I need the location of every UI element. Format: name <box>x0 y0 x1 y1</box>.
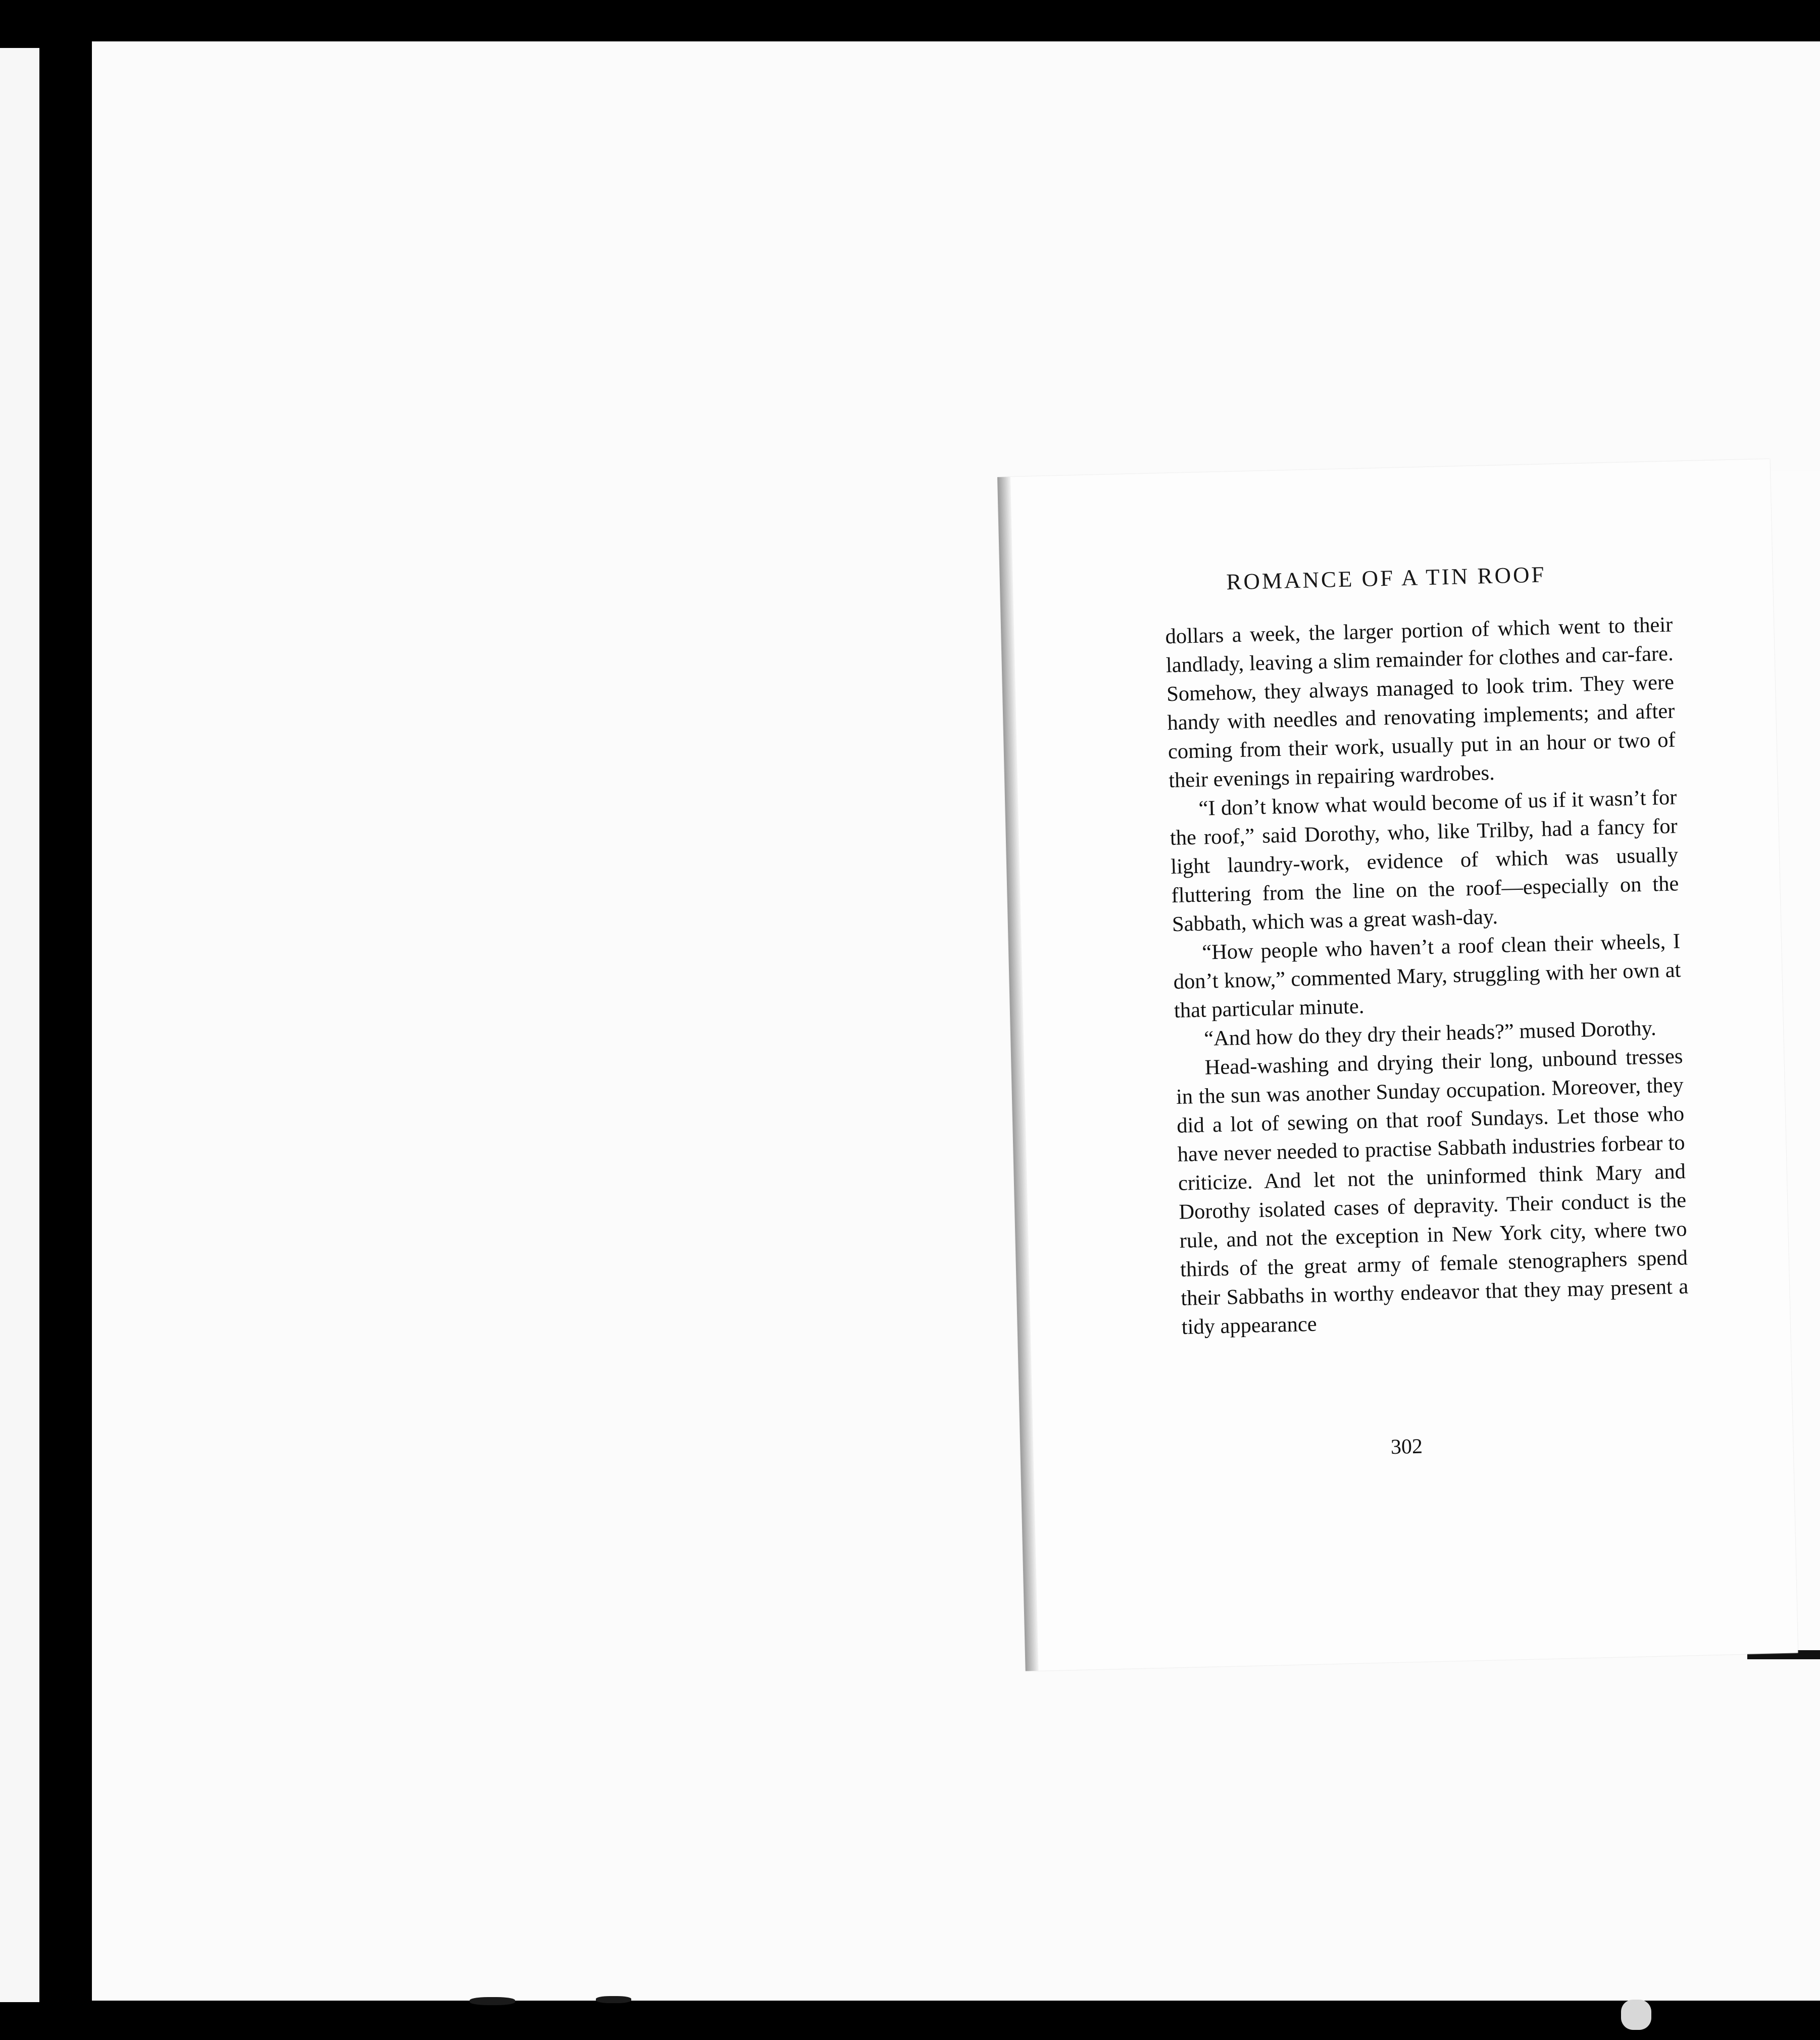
paragraph: “I don’t know what would become of us if it wasn’t for the roof,” said Dorothy, who, like Trilby, had a fancy for light laundry-work, evidence of which was usually fluttering from the line on the roof—especially on the Sabbath, which was a great wash-day. <box>1170 785 1679 937</box>
running-head: ROMANCE OF A TIN ROOF <box>1226 562 1547 595</box>
film-speck <box>470 1997 515 2005</box>
paragraph-text: “How people who haven’t a roof clean their wheels, I don’t know,” commented Mary, struggling with her own at that particular minute. <box>1173 929 1681 1023</box>
page-body <box>1165 610 1689 1342</box>
book-page <box>997 459 1798 1671</box>
previous-page-strip <box>0 48 39 2002</box>
paragraph: dollars a week, the larger portion of which went to their landlady, leaving a slim remainder for clothes and car-fare. Somehow, they always managed to look trim. They were handy with needles and renovating implements; and after coming from their work, usually put in an hour or two of their evenings in repairing wardrobes. <box>1165 613 1676 793</box>
paragraph: “And how do they dry their heads?” mused Dorothy. <box>1203 1016 1657 1051</box>
film-speck <box>596 1996 631 2003</box>
paragraph: Head-washing and drying their long, unbound tresses in the sun was another Sunday occupation. Moreover, they did a lot of sewing on that roof Sundays. Let those who have never needed to practise Sabbath industries forbear to criticize. And let not the uninformed think Mary and Dorothy isolated cases of depravity. Their conduct is the rule, and not the exception in New York city, where two thirds of the great army of female stenographers spend their Sabbaths in worthy endeavor that they may present a tidy appearance <box>1176 1044 1689 1339</box>
film-speck <box>1621 2000 1651 2030</box>
paragraph <box>1173 927 1682 1025</box>
page-number: 302 <box>1390 1435 1423 1459</box>
